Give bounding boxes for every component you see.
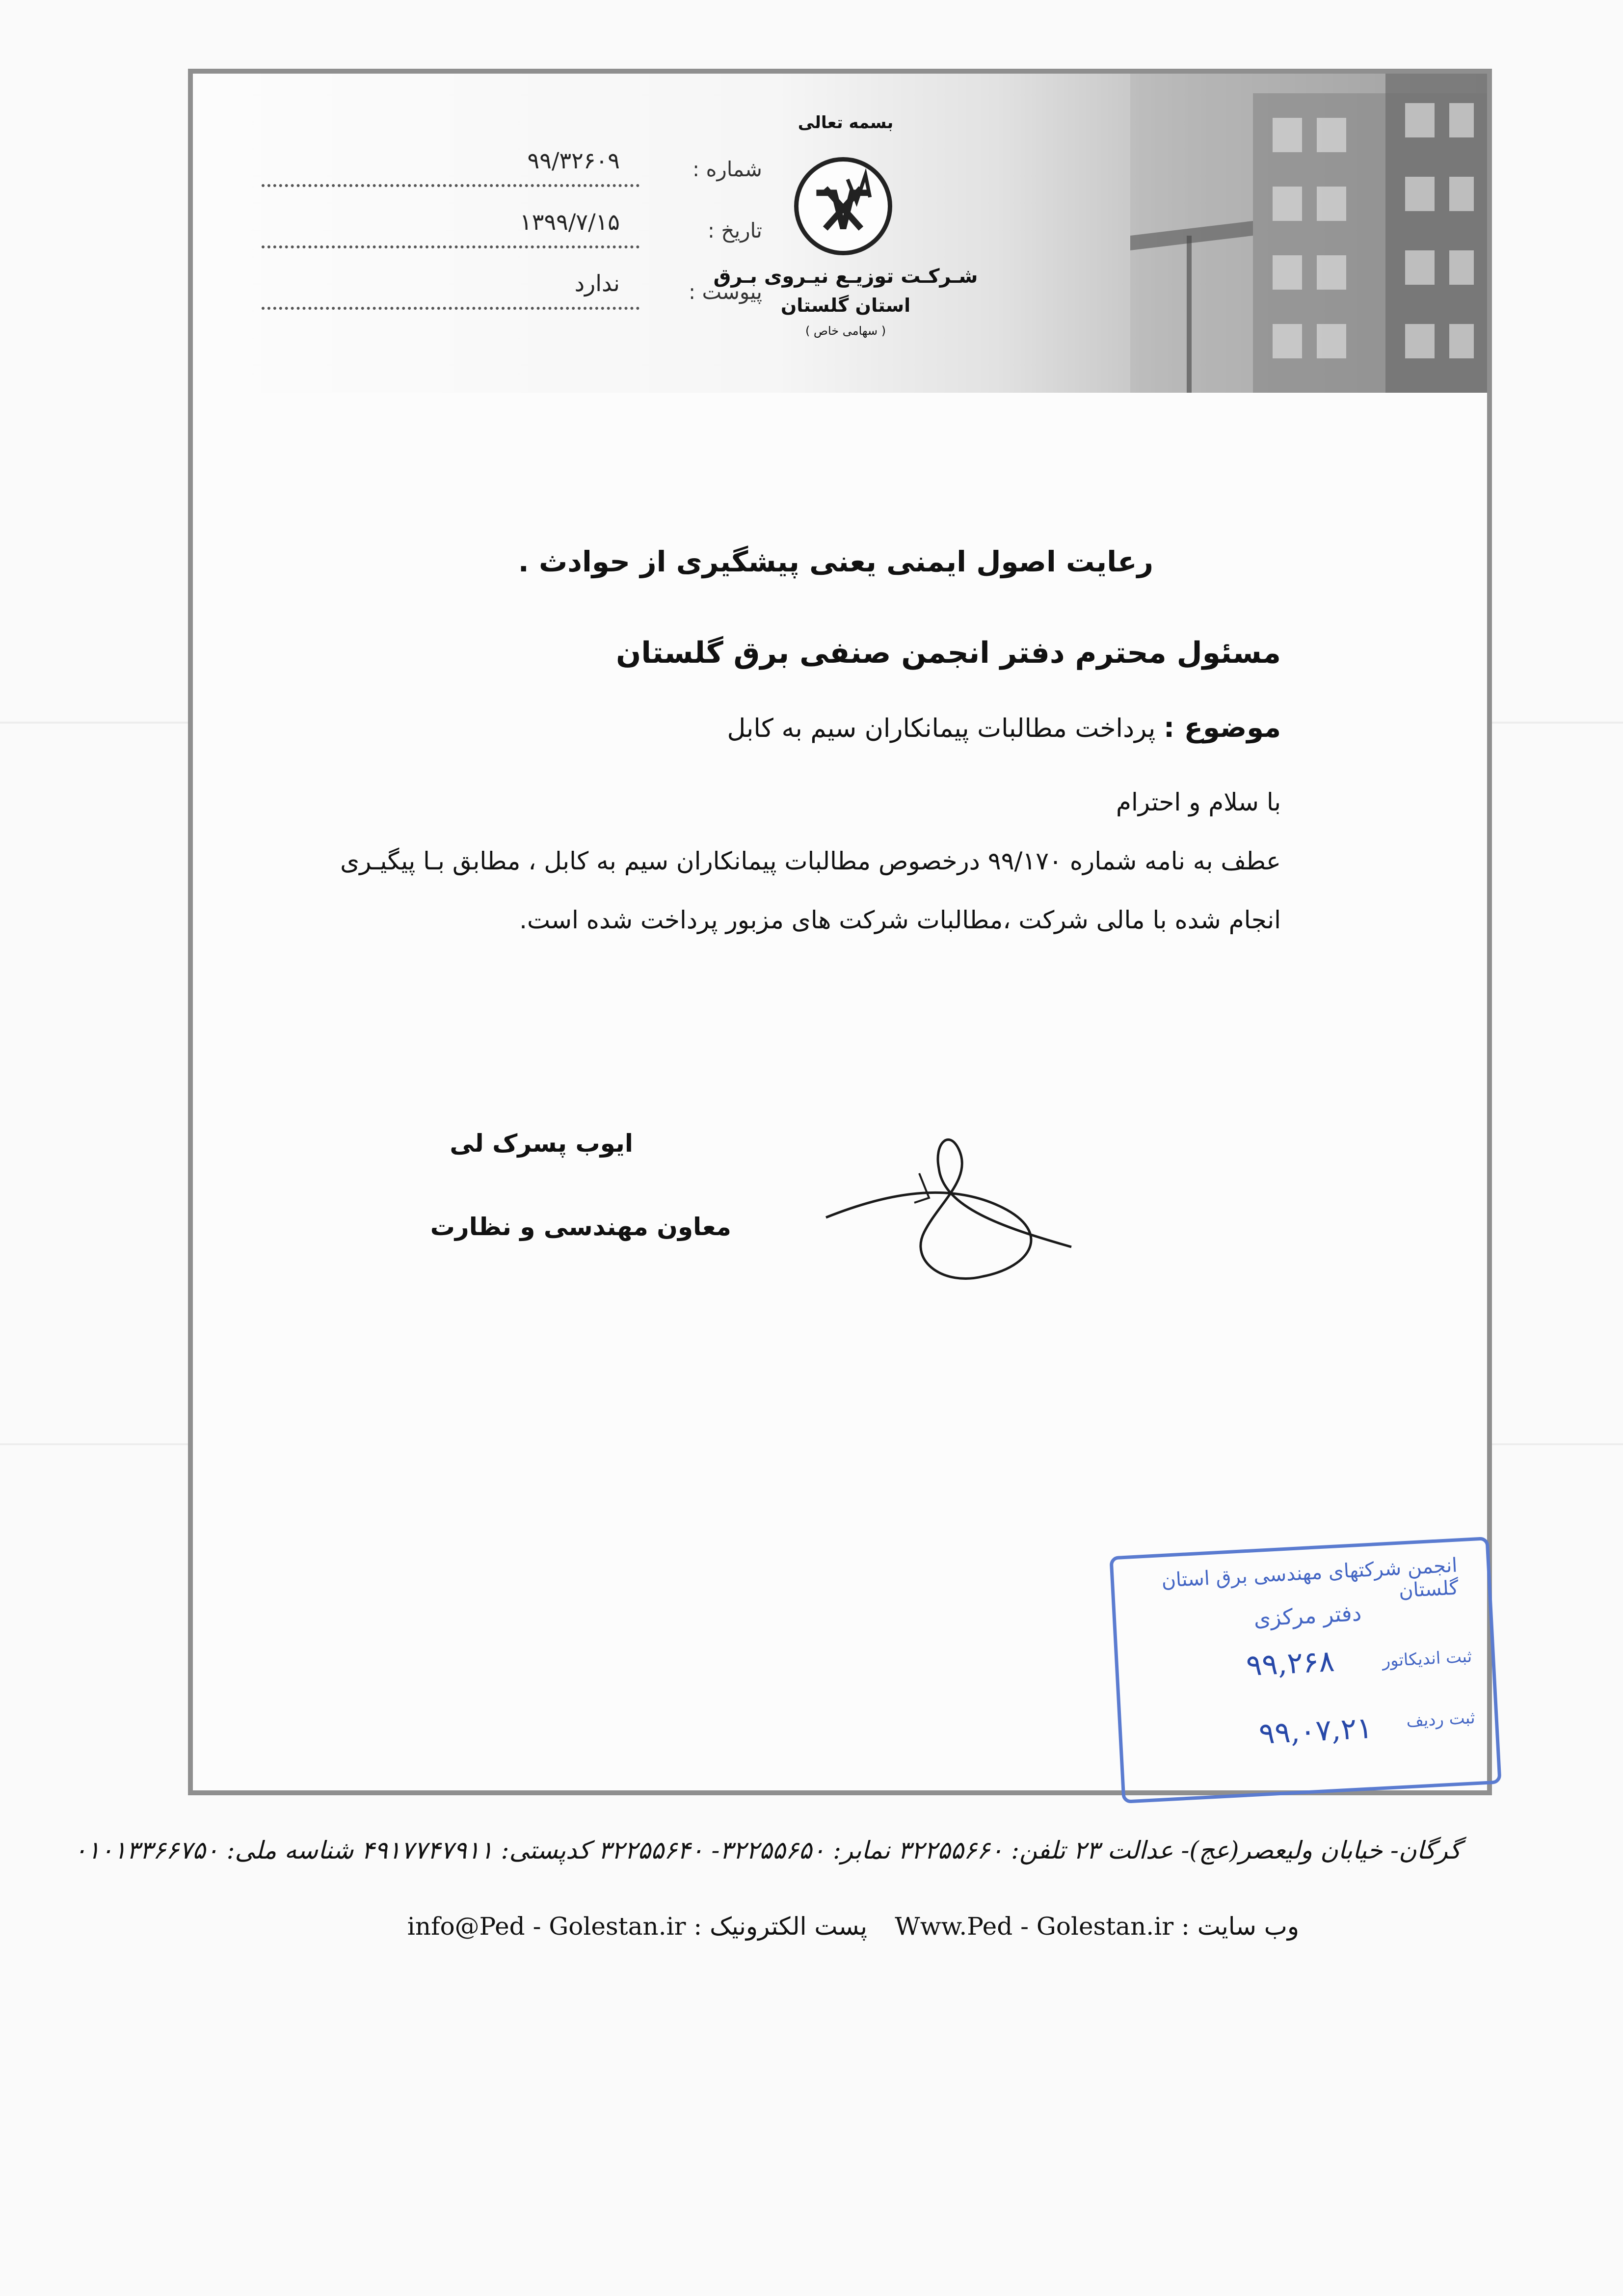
date-value: ۱۳۹۹/۷/۱۵ (520, 209, 620, 235)
subject-text: پرداخت مطالبات پیمانکاران سیم به کابل (727, 714, 1156, 743)
basmala: بسمه تعالی (798, 113, 894, 133)
subject-label: موضوع : (1163, 712, 1281, 744)
dotted-line (262, 307, 639, 310)
registration-stamp (1109, 1537, 1501, 1804)
footer-website[interactable]: وب سایت : Www.Ped - Golestan.ir (895, 1912, 1299, 1941)
body-line-2: انجام شده با مالی شرکت ،مطالبات شرکت های مزبور پرداخت شده است. (519, 906, 1281, 934)
signatory-name: ایوب پسرک لی (450, 1129, 633, 1158)
signatory-title: معاون مهندسی و نظارت (430, 1213, 731, 1241)
dotted-line (262, 184, 639, 187)
letterhead-frame (188, 69, 1492, 1795)
footer-address: گرگان- خیابان ولیعصر(عج)- عدالت ۲۳ تلفن: ۳۲۲۵۵۶۶۰ نمابر: ۳۲۲۵۵۶۵۰- ۳۲۲۵۵۶۴۰ کدپستی: ۴۹۱۷۷۴۷۹۱۱ شناسه ملی: ۰۱۰۱۳۳۶۶۷۵۰ (74, 1836, 1461, 1864)
body-line-1: عطف به نامه شماره ۹۹/۱۷۰ درخصوص مطالبات پیمانکاران سیم به کابل ، مطابق بـا پیگیـری (340, 847, 1281, 875)
footer-email[interactable]: پست الکترونیک : info@Ped - Golestan.ir (407, 1912, 867, 1941)
number-label: شماره : (692, 157, 762, 181)
attachment-label: پیوست : (689, 280, 762, 304)
stamp-title: انجمن شرکتهای مهندسی برق استان گلستان (1161, 1554, 1459, 1602)
attachment-row (262, 270, 762, 319)
attachment-value: ندارد (574, 270, 620, 297)
safety-slogan: رعایت اصول ایمنی یعنی پیشگیری از حوادث . (518, 545, 1153, 578)
greeting: با سلام و احترام (1116, 788, 1281, 816)
stamp-office: دفتر مرکزی (1253, 1600, 1362, 1632)
subject-line (727, 712, 1281, 744)
date-row (262, 209, 762, 258)
date-label: تاریخ : (707, 218, 762, 243)
number-value: ۹۹/۳۲۶۰۹ (527, 147, 620, 174)
stamp-row-label: ثبت ردیف (1406, 1708, 1476, 1731)
stamp-row-value: ۹۹,۰۷,۲۱ (1258, 1711, 1374, 1752)
dotted-line (262, 245, 639, 248)
company-logo-icon (794, 157, 892, 255)
handwritten-signature (797, 1100, 1091, 1306)
recipient: مسئول محترم دفتر انجمن صنفی برق گلستان (616, 636, 1281, 670)
building-photo (1130, 74, 1487, 393)
number-row (262, 147, 762, 196)
stamp-indicator-label: ثبت اندیکاتور (1382, 1647, 1473, 1671)
company-type: ( سهامی خاص ) (805, 324, 886, 338)
company-name-line1: شـرکـت توزیـع نیـروی بـرق (713, 265, 978, 288)
company-name-line2: استان گلستان (780, 295, 911, 316)
company-logo-block (708, 103, 983, 388)
letter-meta (262, 147, 762, 393)
stamp-indicator-value: ۹۹,۲۶۸ (1245, 1644, 1335, 1683)
